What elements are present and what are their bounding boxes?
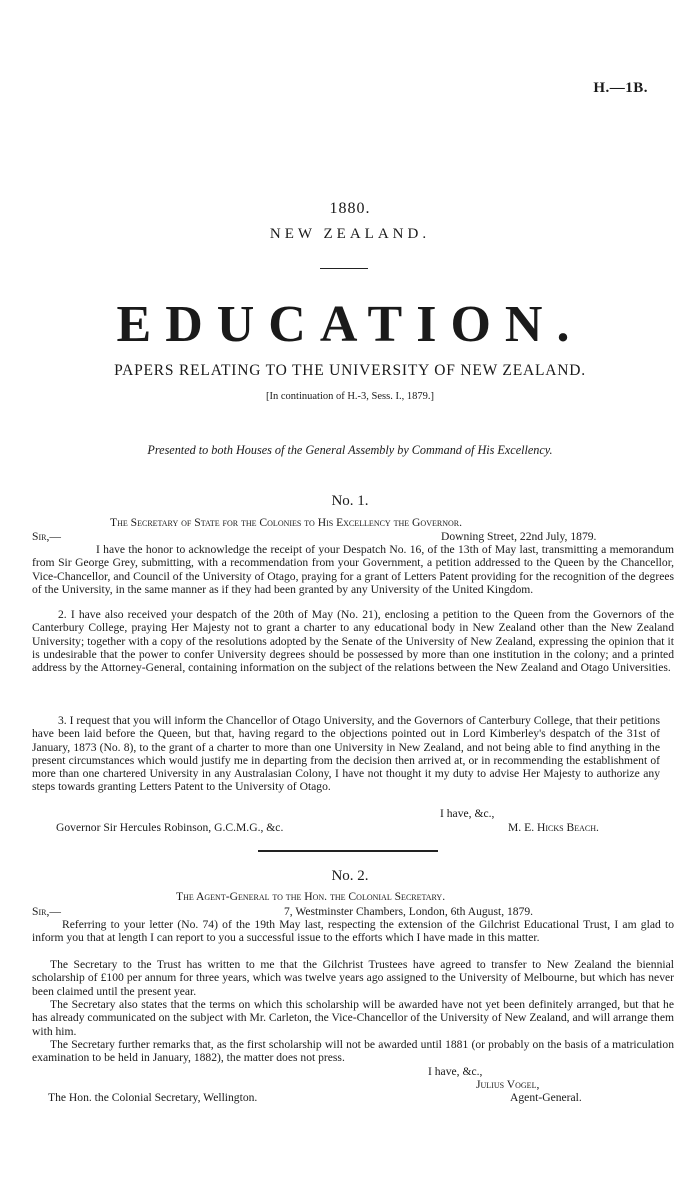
letter2-addressee: The Hon. the Colonial Secretary, Wellington. [48,1091,258,1104]
letter1-heading: The Secretary of State for the Colonies to His Excellency the Governor. [110,516,462,529]
presented-line: Presented to both Houses of the General Assembly by Command of His Excellency. [147,443,553,457]
letter2-paragraph-3: The Secretary also states that the terms on which this scholarship will be awarded have not yet been definitely arranged, but that he has already communicated on the subject with Mr. Carleton, the Vice-Chancellor of the University of New Zealand, and will arrange them with him. [32,998,674,1038]
subject-title: EDUCATION. [116,296,584,353]
subtitle: PAPERS RELATING TO THE UNIVERSITY OF NEW ZEALAND. [114,362,586,379]
letter1-signature: M. E. Hicks Beach. [508,821,599,834]
letter1-number: No. 1. [331,493,369,509]
letter2-closing: I have, &c., [428,1065,483,1078]
letter1-closing: I have, &c., [440,807,495,820]
letter2-signature: Julius Vogel, [476,1078,540,1091]
letter1-addressee: Governor Sir Hercules Robinson, G.C.M.G., &c. [56,821,284,834]
page-reference: H.—1B. [593,80,648,96]
letter1-paragraph-1: I have the honor to acknowledge the receipt of your Despatch No. 16, of the 13th of May last, transmitting a memorandum from Sir George Grey, submitting, with a recommendation from your Government, a petition addressed to the Queen by the Chancellor, Vice-Chancellor, and Council of the University of Otago, praying for a grant of Letters Patent providing for the recognition of the degrees of the University, in the same manner as if they had been granted by any University of the United Kingdom. [32,543,674,596]
letter1-dateline: Downing Street, 22nd July, 1879. [441,530,597,543]
letter1-paragraph-2: 2. I have also received your despatch of the 20th of May (No. 21), enclosing a petition to the Queen from the Governors of the Canterbury College, praying Her Majesty not to grant a charter to any educational body in New Zealand other than the New Zealand University; together with a copy of the resolutions adopted by the Senate of the University of New Zealand, expressing the opinion that it is undesirable that the power to confer University degrees should be possessed by more than one institution in the colony; and a printed address by the Attorney-General, containing information on the subject of the relations between the New Zealand and Otago Universities. [32,608,674,675]
letter-divider [258,850,438,852]
letter2-heading: The Agent-General to the Hon. the Colonial Secretary. [176,890,446,903]
year: 1880. [329,200,371,217]
letter2-paragraph-4: The Secretary further remarks that, as the first scholarship will not be awarded until 1881 (or probably on the basis of a matriculation examination to be held in January, 1882), the matter does not press. [32,1038,674,1065]
letter2-signature-title: Agent-General. [510,1091,582,1104]
letter1-salutation: Sir,— [32,530,61,543]
continuation-note: [In continuation of H.-3, Sess. I., 1879.] [266,391,434,402]
letter2-paragraph-1: Referring to your letter (No. 74) of the 19th May last, respecting the extension of the Gilchrist Educational Trust, I am glad to inform you that at length I can report to you a successful issue to the efforts which I have made in this matter. [32,918,674,945]
letter2-dateline: 7, Westminster Chambers, London, 6th August, 1879. [284,905,534,918]
letter1-paragraph-3: 3. I request that you will inform the Chancellor of Otago University, and the Governors of Canterbury College, that their petitions have been laid before the Queen, but that, having regard to the objections pointed out in Lord Kimberley's despatch of the 31st of January, 1873 (No. 8), to the grant of a charter to more than one University in New Zealand, and not being able to find anything in the present circumstances which would justify me in departing from the decision then arrived at, or in recommending the establishment of more than one chartered University in any Australasian Colony, I have not thought it my duty to advise Her Majesty to authorize any steps towards granting Letters Patent to the University of Otago. [32,714,660,794]
letter2-salutation: Sir,— [32,905,61,918]
letter2-number: No. 2. [331,868,369,884]
letter2-paragraph-2: The Secretary to the Trust has written to me that the Gilchrist Trustees have agreed to transfer to New Zealand the biennial scholarship of £100 per annum for three years, which was twelve years ago assigned to the University of Melbourne, but which has never been claimed until the present year. [32,958,674,998]
title-divider [320,268,368,269]
country-title: NEW ZEALAND. [269,226,431,242]
